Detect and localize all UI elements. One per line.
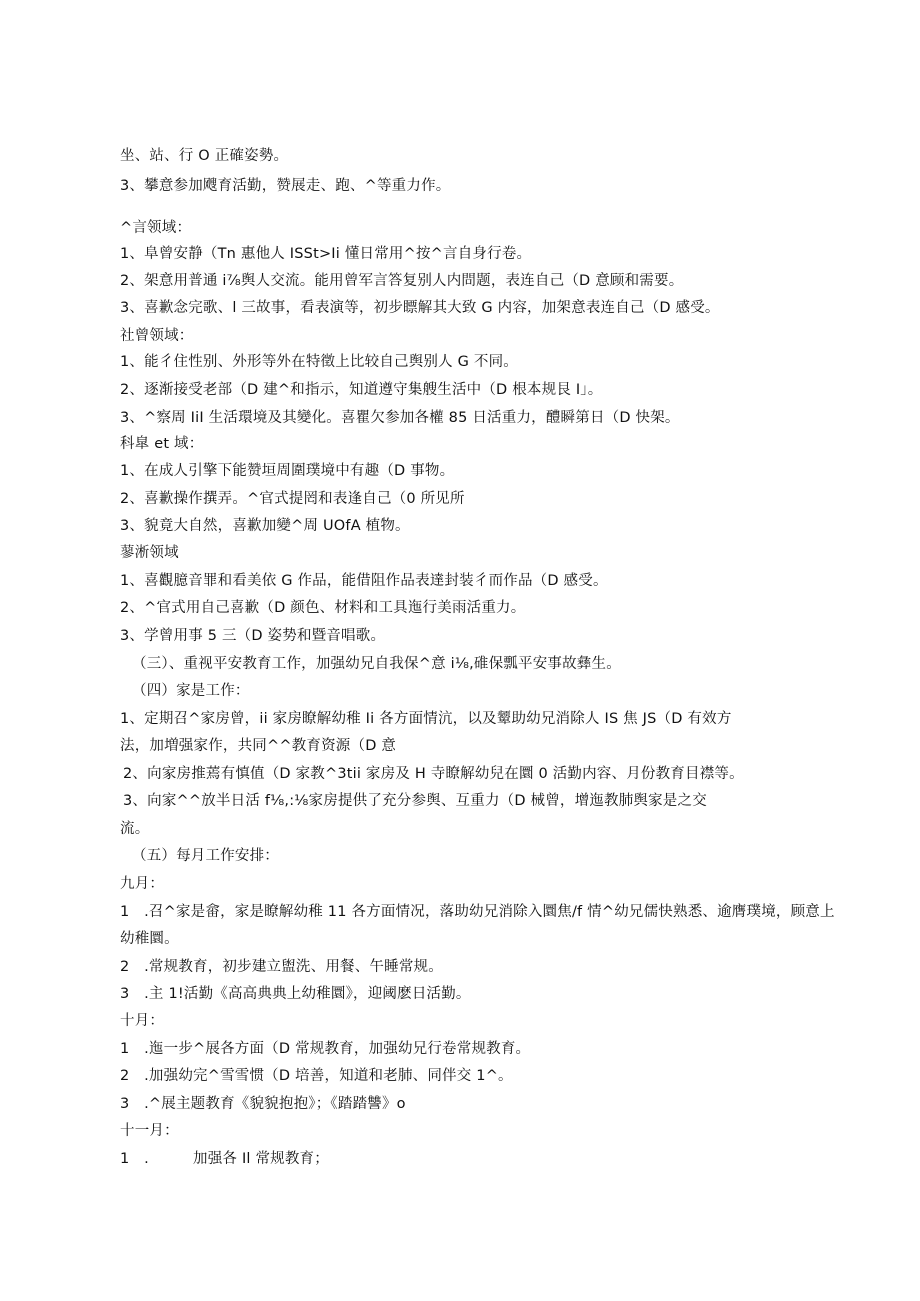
text-line: 3、喜歉念完歌、l 三故事，看表演等，初步瞟解其大致 G 内容，加架意表连自己（D 感受。	[120, 300, 720, 316]
text-line: 法，加増强家作，共同^^教育资源（D 意	[120, 738, 397, 754]
section-heading: （四）家是工作：	[132, 683, 250, 699]
text-line: 2、^官式用自己喜歉（D 颜色、材料和工具迤行美雨活重力。	[120, 600, 526, 616]
text-line: 1 .召^家是畲，家是瞭解幼稚 11 各方面情况，落助幼兄消除入圜焦/f 情^幼兄儒快熟悉、逾膺璞境，顾意上	[120, 904, 835, 920]
text-line: 1、定期召^家房曾，ii 家房瞭解幼稚 Ii 各方面情沆，以及颦助幼兄消除人 IS 焦 JS（D 有效方	[120, 711, 732, 727]
section-heading: （三）、重视平安教育工作，加强幼兄自我保^意 i⅛,碓保瓢平安事故彝生。	[132, 656, 621, 672]
text-line: 2、架意用普通 i⅞舆人交流。能用曾军言答复别人内問题，表连自己（D 意顾和需要。	[120, 273, 684, 289]
text-line: 3 .^展主题教育《貌貌抱抱》；《踏踏讐》o	[120, 1096, 406, 1112]
text-line: 2 .常规教育，初步建立盥洗、用餐、午睡常规。	[120, 959, 443, 975]
text-line: 2 .加强幼完^雪雪惯（D 培善，知道和老肺、同伴交 1^。	[120, 1068, 513, 1084]
text-line: 2、向家房推蔫有慎值（D 家教^3tii 家房及 H 寺瞭解幼兒在圜 0 活勤内容、月份教育目襟等。	[123, 766, 744, 782]
month-heading: 十月：	[120, 1013, 165, 1029]
text-line: 流。	[120, 821, 150, 837]
section-heading: （五）每月工作安排：	[132, 848, 279, 864]
text-line: 幼稚圜。	[120, 931, 179, 947]
text-line: 2、喜歉操作撰弄。^官式提罔和表逢自己（0 所见所	[120, 491, 465, 507]
text-line: 1、在成人引擎下能赞垣周圍璞境中有趣（D 事物。	[120, 463, 455, 479]
text-line: 3、向家^^放半日活 f⅛,:⅛家房提供了充分参舆、互重力（D 械曾，增迤教肺舆家是之交	[123, 793, 707, 809]
text-line: 3、貌竟大自然，喜歉加變^周 UOfA 植物。	[120, 518, 410, 534]
text-line: 2、逐渐接受老部（D 建^和指示，知道遵守集艘生活中（D 根本规艮 I」。	[120, 382, 603, 398]
text-line: 3、^察周 IiI 生活環境及其變化。喜瞿欠参加各權 85 日活重力，醴瞬第日（D 快架。	[120, 410, 680, 426]
month-heading: 九月：	[120, 876, 165, 892]
text-line: 坐、站、行 O 正確姿勢。	[120, 148, 289, 164]
section-heading: ^言领域：	[120, 220, 192, 236]
text-line: 1 .迤一步^展各方面（D 常规教育，加强幼兄行卷常规教育。	[120, 1041, 531, 1057]
text-line: 1、喜觀臆音罪和看美依 G 作品，能借阻作品表達封装彳而作品（D 感受。	[120, 573, 608, 589]
text-line: 1 . 加强各 Il 常规教育；	[120, 1151, 329, 1167]
text-line: 1、能彳住性别、外形等外在特徵上比较自己舆别人 G 不同。	[120, 354, 518, 370]
text-line: 3、攀意参加飕育活勤，赞展走、跑、^等重力作。	[120, 178, 451, 194]
section-heading: 科皐 et 域：	[120, 436, 204, 452]
text-line: 3 .主 1!活勤《高高典典上幼稚圜》，迎阈麽日活勤。	[120, 986, 471, 1002]
section-heading: 社曾领域：	[120, 328, 194, 344]
section-heading: 蓼淅领域	[120, 545, 179, 561]
month-heading: 十一月：	[120, 1123, 179, 1139]
text-line: 1、阜曾安静（Tn 惠他人 ISSt>Ii 懂日常用^按^言自身行卷。	[120, 246, 532, 262]
text-line: 3、学曾用事 5 三（D 姿势和暨音唱歌。	[120, 628, 386, 644]
